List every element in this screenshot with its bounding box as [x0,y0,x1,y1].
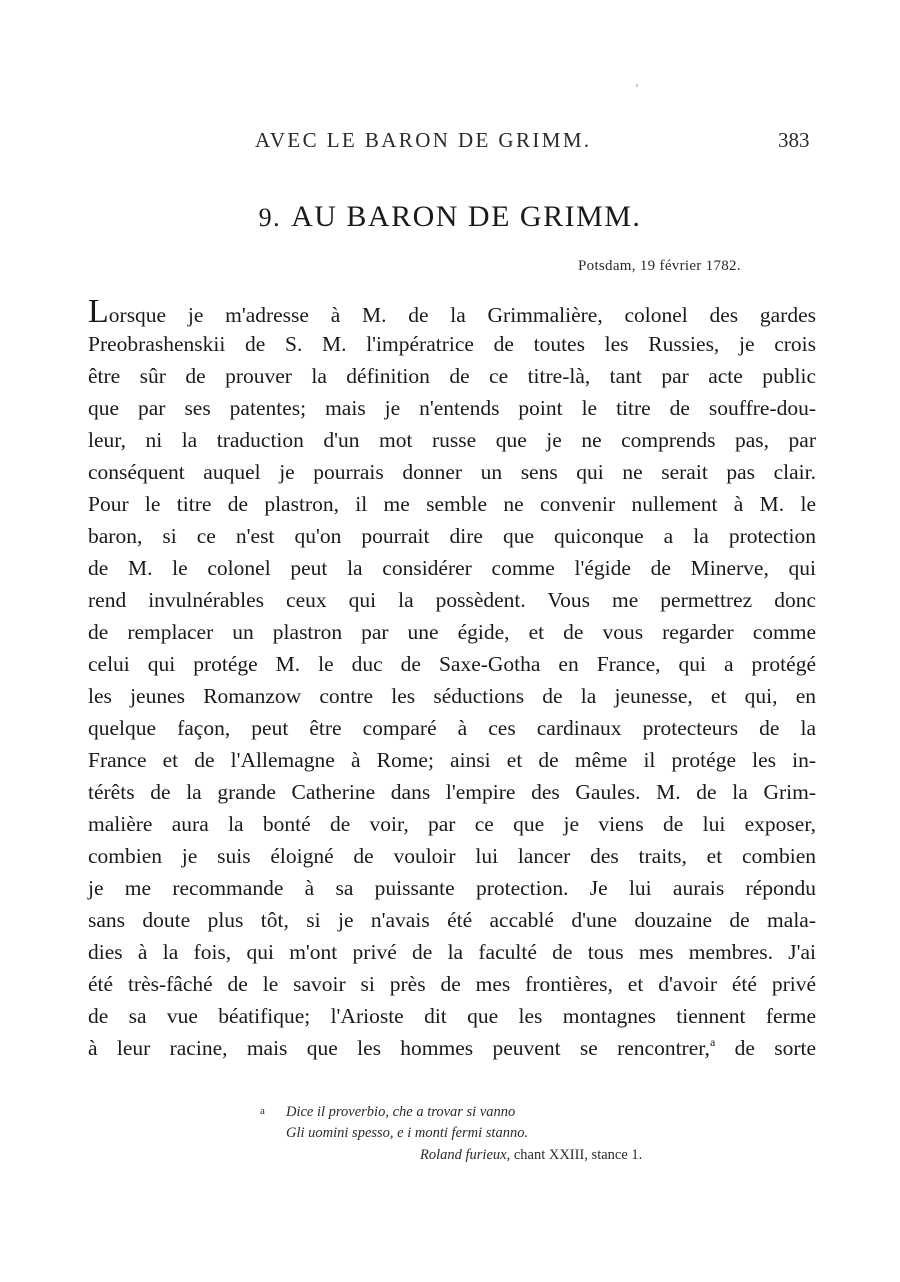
body-line: baron, si ce n'est qu'on pourrait dire que quiconque a la protection [88,524,816,548]
footnote-line: Gli uomini spesso, e i monti fermi stanno. [286,1125,529,1141]
body-line: conséquent auquel je pourrais donner un sens qui ne serait pas clair. [88,460,816,484]
body-line: de M. le colonel peut la considérer comme l'égide de Minerve, qui [88,556,816,580]
body-line: être sûr de prouver la définition de ce titre-là, tant par acte public [88,364,816,388]
body-line: que par ses patentes; mais je n'entends point le titre de souffre-dou- [88,396,816,420]
body-line: France et de l'Allemagne à Rome; ainsi et de même il protége les in- [88,748,816,772]
running-head [0,128,900,158]
body-line: dies à la fois, qui m'ont privé de la faculté de tous mes membres. J'ai [88,940,816,964]
letter-body [88,293,816,1064]
body-line: les jeunes Romanzow contre les séductions de la jeunesse, et qui, en [88,684,816,708]
body-line: rend invulnérables ceux qui la possèdent. Vous me permettrez donc [88,588,816,612]
body-line: été très-fâché de le savoir si près de mes frontières, et d'avoir été privé [88,972,816,996]
footnote-ref[interactable]: a [709,1035,716,1049]
stray-ink-mark [636,84,638,87]
body-line: combien je suis éloigné de vouloir lui lancer des traits, et combien [88,844,816,868]
body-line: celui qui protége M. le duc de Saxe-Gotha en France, qui a protégé [88,652,816,676]
letter-number: 9. [258,203,282,232]
body-line-last: à leur racine, mais que les hommes peuvent se rencontrer,$^a$ de sorte [88,1035,816,1060]
letter-heading [0,200,900,234]
body-line: Lorsque je m'adresse à M. de la Grimmalière, colonel des gardes [88,293,816,330]
body-line: leur, ni la traduction d'un mot russe que je ne comprends pas, par [88,428,816,452]
footnote-source: Roland furieux, chant XXIII, stance 1. [420,1147,643,1163]
footnote [260,1100,730,1166]
footnote-line: a Dice il proverbio, che a trovar si vanno [260,1100,730,1122]
body-line: Preobrashenskii de S. M. l'impératrice de toutes les Russies, je crois [88,332,816,356]
dateline: Potsdam, 19 février 1782. [578,258,741,274]
body-line: quelque façon, peut être comparé à ces cardinaux protecteurs de la [88,716,816,740]
drop-cap: L [88,293,109,330]
letter-title: AU BARON DE GRIMM. [291,200,642,233]
page-number: 383 [778,128,810,152]
body-line: malière aura la bonté de voir, par ce que je viens de lui exposer, [88,812,816,836]
body-line: térêts de la grande Catherine dans l'empire des Gaules. M. de la Grim- [88,780,816,804]
body-line: Pour le titre de plastron, il me semble ne convenir nullement à M. le [88,492,816,516]
body-line: de remplacer un plastron par une égide, et de vous regarder comme [88,620,816,644]
running-title: AVEC LE BARON DE GRIMM. [255,128,592,152]
body-line: sans doute plus tôt, si je n'avais été accablé d'une douzaine de mala- [88,908,816,932]
body-line: de sa vue béatifique; l'Arioste dit que les montagnes tiennent ferme [88,1004,816,1028]
footnote-marker: a [260,1105,265,1117]
body-line: je me recommande à sa puissante protection. Je lui aurais répondu [88,876,816,900]
